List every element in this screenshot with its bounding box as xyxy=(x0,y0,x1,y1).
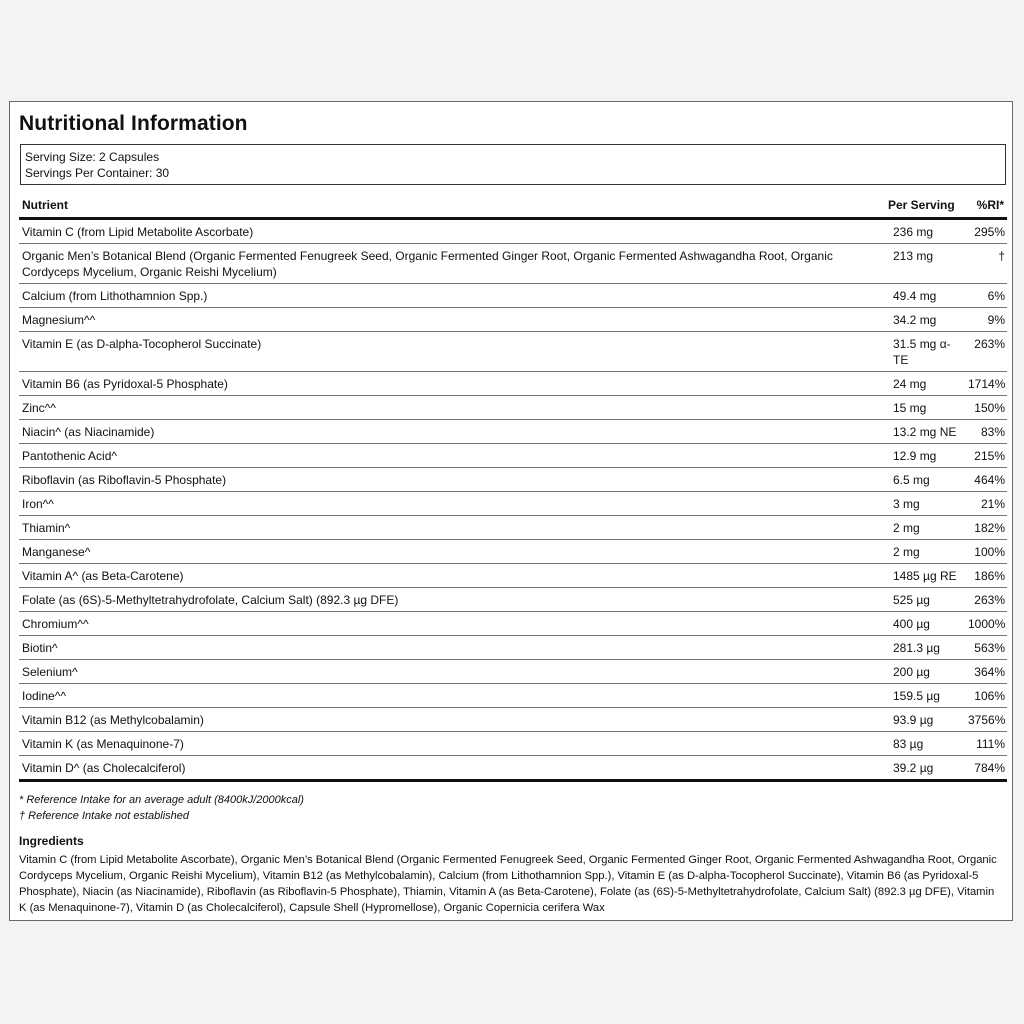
nutrient-ri: 563% xyxy=(965,636,1007,660)
nutrient-amount: 3 mg xyxy=(885,492,965,516)
nutrient-amount: 1485 µg RE xyxy=(885,564,965,588)
nutrient-ri: 784% xyxy=(965,756,1007,781)
nutrient-amount: 93.9 µg xyxy=(885,708,965,732)
servings-per-container: Servings Per Container: 30 xyxy=(25,166,170,180)
table-row xyxy=(19,564,1007,588)
table-row xyxy=(19,372,1007,396)
nutrient-ri: 9% xyxy=(965,308,1007,332)
header-nutrient: Nutrient xyxy=(19,195,885,219)
nutrient-name: Riboflavin (as Riboflavin-5 Phosphate) xyxy=(19,468,885,492)
table-row xyxy=(19,756,1007,781)
nutrition-panel xyxy=(9,101,1013,921)
nutrient-ri: 263% xyxy=(965,588,1007,612)
nutrient-amount: 2 mg xyxy=(885,516,965,540)
nutrient-amount: 400 µg xyxy=(885,612,965,636)
nutrient-name: Calcium (from Lithothamnion Spp.) xyxy=(19,284,885,308)
nutrient-ri: 6% xyxy=(965,284,1007,308)
table-row xyxy=(19,540,1007,564)
nutrient-amount: 24 mg xyxy=(885,372,965,396)
serving-info-box xyxy=(20,144,1006,185)
nutrient-name: Pantothenic Acid^ xyxy=(19,444,885,468)
nutrient-name: Vitamin B6 (as Pyridoxal-5 Phosphate) xyxy=(19,372,885,396)
nutrient-amount: 236 mg xyxy=(885,219,965,244)
nutrient-name: Iodine^^ xyxy=(19,684,885,708)
nutrient-name: Vitamin A^ (as Beta-Carotene) xyxy=(19,564,885,588)
nutrient-name: Folate (as (6S)-5-Methyltetrahydrofolate, Calcium Salt) (892.3 µg DFE) xyxy=(19,588,885,612)
table-row xyxy=(19,660,1007,684)
nutrient-name: Vitamin C (from Lipid Metabolite Ascorbate) xyxy=(19,219,885,244)
nutrient-ri: 1714% xyxy=(965,372,1007,396)
nutrient-amount: 13.2 mg NE xyxy=(885,420,965,444)
nutrient-amount: 213 mg xyxy=(885,244,965,284)
nutrient-table-body xyxy=(19,219,1007,781)
nutrient-amount: 12.9 mg xyxy=(885,444,965,468)
nutrient-ri: 186% xyxy=(965,564,1007,588)
table-row xyxy=(19,492,1007,516)
footnotes xyxy=(19,792,304,824)
nutrient-name: Selenium^ xyxy=(19,660,885,684)
header-ri: %RI* xyxy=(965,195,1007,219)
nutrient-ri: 3756% xyxy=(965,708,1007,732)
nutrient-name: Chromium^^ xyxy=(19,612,885,636)
ingredients-text: Vitamin C (from Lipid Metabolite Ascorbate), Organic Men’s Botanical Blend (Organic Fermented Fenugreek Seed, Organic Fermented Ginger Root, Organic Fermented Ashwagandha Root, Organic Cordyceps Mycelium, Organic Reishi Mycelium), Vitamin B12 (as Methylcobalamin), Calcium (from Lithothamnion Spp.), Vitamin E (as D-alpha-Tocopherol Succinate), Vitamin B6 (as Pyridoxal-5 Phosphate), Niacin (as Niacinamide), Riboflavin (as Riboflavin-5 Phosphate), Thiamin, Vitamin A (as Beta-Carotene), Folate (as (6S)-5-Methyltetrahydrofolate, Calcium Salt) (892.3 µg DFE), Vitamin K (as Menaquinone-7), Vitamin D (as Cholecalciferol), Capsule Shell (Hypromellose), Organic Copernicia cerifera Wax xyxy=(19,854,997,914)
table-row xyxy=(19,684,1007,708)
nutrient-amount: 83 µg xyxy=(885,732,965,756)
table-row xyxy=(19,468,1007,492)
nutrient-amount: 49.4 mg xyxy=(885,284,965,308)
nutrient-amount: 39.2 µg xyxy=(885,756,965,781)
nutrient-amount: 2 mg xyxy=(885,540,965,564)
ingredients-heading: Ingredients xyxy=(19,834,84,848)
nutrient-ri: 295% xyxy=(965,219,1007,244)
nutrient-ri: 83% xyxy=(965,420,1007,444)
nutrient-ri: 263% xyxy=(965,332,1007,372)
nutrient-ri: 150% xyxy=(965,396,1007,420)
nutrient-table xyxy=(19,195,1007,782)
serving-size: Serving Size: 2 Capsules xyxy=(25,150,160,164)
nutrient-name: Organic Men’s Botanical Blend (Organic Fermented Fenugreek Seed, Organic Fermented Ginger Root, Organic Fermented Ashwagandha Root, Organic Cordyceps Mycelium, Organic Reishi Mycelium) xyxy=(19,244,885,284)
nutrient-ri: 364% xyxy=(965,660,1007,684)
nutrient-name: Thiamin^ xyxy=(19,516,885,540)
table-row xyxy=(19,219,1007,244)
nutrient-name: Biotin^ xyxy=(19,636,885,660)
nutrient-ri: 100% xyxy=(965,540,1007,564)
nutrient-ri: 21% xyxy=(965,492,1007,516)
nutrient-amount: 15 mg xyxy=(885,396,965,420)
nutrient-ri: 111% xyxy=(965,732,1007,756)
nutrient-amount: 31.5 mg α-TE xyxy=(885,332,965,372)
table-row xyxy=(19,444,1007,468)
nutrient-name: Vitamin D^ (as Cholecalciferol) xyxy=(19,756,885,781)
header-per-serving: Per Serving xyxy=(885,195,965,219)
nutrient-amount: 159.5 µg xyxy=(885,684,965,708)
table-row xyxy=(19,396,1007,420)
table-row xyxy=(19,732,1007,756)
page-title: Nutritional Information xyxy=(19,112,248,135)
nutrient-name: Vitamin B12 (as Methylcobalamin) xyxy=(19,708,885,732)
nutrient-name: Niacin^ (as Niacinamide) xyxy=(19,420,885,444)
table-row xyxy=(19,708,1007,732)
nutrient-name: Vitamin E (as D-alpha-Tocopherol Succinate) xyxy=(19,332,885,372)
nutrient-ri: † xyxy=(965,244,1007,284)
table-row xyxy=(19,612,1007,636)
nutrient-amount: 34.2 mg xyxy=(885,308,965,332)
nutrient-table-wrap xyxy=(19,195,1007,782)
nutrient-ri: 215% xyxy=(965,444,1007,468)
table-row xyxy=(19,636,1007,660)
nutrient-amount: 200 µg xyxy=(885,660,965,684)
nutrient-amount: 525 µg xyxy=(885,588,965,612)
nutrient-amount: 281.3 µg xyxy=(885,636,965,660)
table-row xyxy=(19,284,1007,308)
nutrient-ri: 106% xyxy=(965,684,1007,708)
nutrient-ri: 1000% xyxy=(965,612,1007,636)
footnote-reference-intake: * Reference Intake for an average adult (8400kJ/2000kcal) xyxy=(19,794,304,806)
footnote-not-established: † Reference Intake not established xyxy=(19,810,190,822)
table-row xyxy=(19,420,1007,444)
nutrient-name: Vitamin K (as Menaquinone-7) xyxy=(19,732,885,756)
nutrient-name: Iron^^ xyxy=(19,492,885,516)
nutrient-ri: 464% xyxy=(965,468,1007,492)
nutrient-ri: 182% xyxy=(965,516,1007,540)
table-row xyxy=(19,308,1007,332)
table-header-row xyxy=(19,195,1007,219)
nutrient-name: Zinc^^ xyxy=(19,396,885,420)
table-row xyxy=(19,332,1007,372)
table-row xyxy=(19,516,1007,540)
nutrient-name: Manganese^ xyxy=(19,540,885,564)
table-row xyxy=(19,588,1007,612)
table-row xyxy=(19,244,1007,284)
nutrient-name: Magnesium^^ xyxy=(19,308,885,332)
nutrient-amount: 6.5 mg xyxy=(885,468,965,492)
